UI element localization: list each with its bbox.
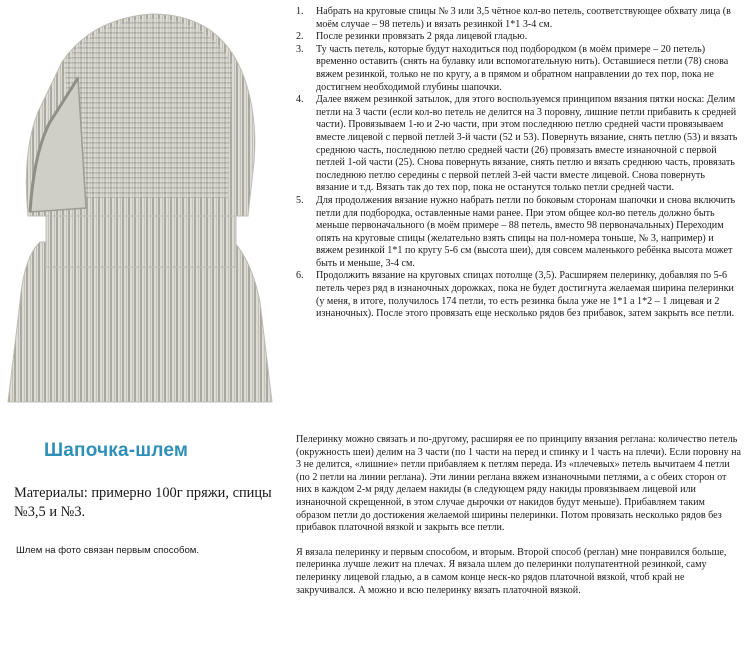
- instruction-step: [296, 195, 740, 271]
- step-text: Ту часть петель, которые будут находиться под подбородком (в моём примере – 20 петель) временно оставить (снять на булавку или вспомогательную нить). Оставшиеся петли (78) снова вяжем резинкой, только не по кругу, а в прямом и обратном направлении до тех пор, пока не достигнем необходимой глубины шапочки.: [316, 43, 729, 93]
- photo-caption: Шлем на фото связан первым способом.: [16, 545, 200, 556]
- step-text: Далее вяжем резинкой затылок, для этого воспользуемся принципом вязания пятки носка: Делим петли на 3 части (если кол-во петель не делится на 3 поровну, лишние петли прибавить к средней части). Провязываем 1-ю и 2-ю части, при этом последнюю петлю средней части провязываем вместе лицевой с первой петлей 3-й части (52 и 53). Повернуть вязание, снять петлю (53) и вязать среднюю часть, последнюю петлю средней части (26) провязать вместе изнаночной с первой петлей 1-ой части (25). Снова повернуть вязание, снять петлю и вязать среднюю часть, провязать последнюю петлю середины с первой петлей 3-ей части вместе лицевой. Снова повернуть вязание и т.д. Вязать так до тех пор, пока не останутся только петли средней части.: [316, 94, 738, 194]
- instruction-step: [296, 270, 740, 320]
- instruction-step: [296, 94, 740, 195]
- step-number: 3.: [296, 43, 304, 55]
- step-text: Набрать на круговые спицы № 3 или 3,5 чётное кол-во петель, соответствующее обхвату лица (в моём случае – 98 петель) и вязать резинкой 1*1 3-4 см.: [316, 6, 731, 30]
- step-text: Для продолжения вязание нужно набрать петли по боковым сторонам шапочки и снова включить петли для подбородка, оставленные нами ранее. При этом общее кол-во петель должно быть меньше первоначального (в моём примере – 88 петель, вместо 98 первоначальных) Переходим опять на круговые спицы (желательно взять спицы на пол-номера тоньше, № 3, например) и вяжем резинкой 1*1 по кругу 5-6 см (высота шеи), для совсем маленького ребёнка высота может быть и меньше, 3-4 см.: [316, 194, 736, 269]
- page-title: Шапочка-шлем: [44, 440, 189, 461]
- note-paragraph: Я вязала пелеринку и первым способом, и вторым. Второй способ (реглан) мне понравился больше, пелеринка лучше лежит на плечах. Я вязала шлем до пелеринки полупатентной резинкой, саму пелеринку лицевой гладью, а в самом конце неск-ко рядов платочной вязкой, чтоб край не закручивался. А можно и всю пелеринку вязать платочной вязкой.: [296, 546, 727, 596]
- step-number: 6.: [296, 270, 304, 282]
- step-text: После резинки провязать 2 ряда лицевой гладью.: [316, 31, 528, 43]
- step-number: 1.: [296, 6, 304, 17]
- additional-notes: [296, 434, 742, 609]
- instruction-step: [296, 44, 740, 94]
- step-number: 5.: [296, 194, 304, 206]
- instruction-step: [296, 31, 740, 44]
- step-number: 2.: [296, 31, 304, 43]
- note-paragraph: Пелеринку можно связать и по-другому, расширяя ее по принципу вязания реглана: количество петель (окружность шеи) делим на 3 части (по 1 части на перед и спинку и 1 часть на плечи). Если поровну на 3 не делится, «лишние» петли прибавляем к петлям переда. Из «плечевых» петель вычитаем 4 петли (по 2 петли на линии реглана). Эти линии реглана вяжем изнаночными петлями, а с обеих сторон от них в каждом 2-м ряду делаем накиды (в следующем ряду накиды провязываем лицевой или изнаночной скрещенной, в этом случае дырочки от накидов будут меньше). Прибавляем таким образом петли до достижения желаемой ширины пелеринки. Потом провязать несколько рядов без прибавок платочной вязкой и закрыть все петли.: [296, 434, 742, 534]
- step-number: 4.: [296, 94, 304, 106]
- materials-text: Материалы: примерно 100г пряжи, спицы №3,5 и №3.: [14, 485, 272, 520]
- instructions-list: [296, 6, 740, 321]
- instruction-step: [296, 6, 740, 31]
- knitted-balaclava-photo: [2, 2, 278, 412]
- step-text: Продолжить вязание на круговых спицах потолще (3,5). Расширяем пелеринку, добавляя по 5-6 петель через ряд в изнаночных дорожках, пока не будет достигнута желаемая ширина пелеринки (у меня, в итоге, получилось 174 петли, то есть резинка была уже не 1*1 а 1*2 – 1 лицевая и 2 изнаночных). После этого провязать еще несколько рядов без прибавок, затем закрыть все петли.: [316, 270, 735, 320]
